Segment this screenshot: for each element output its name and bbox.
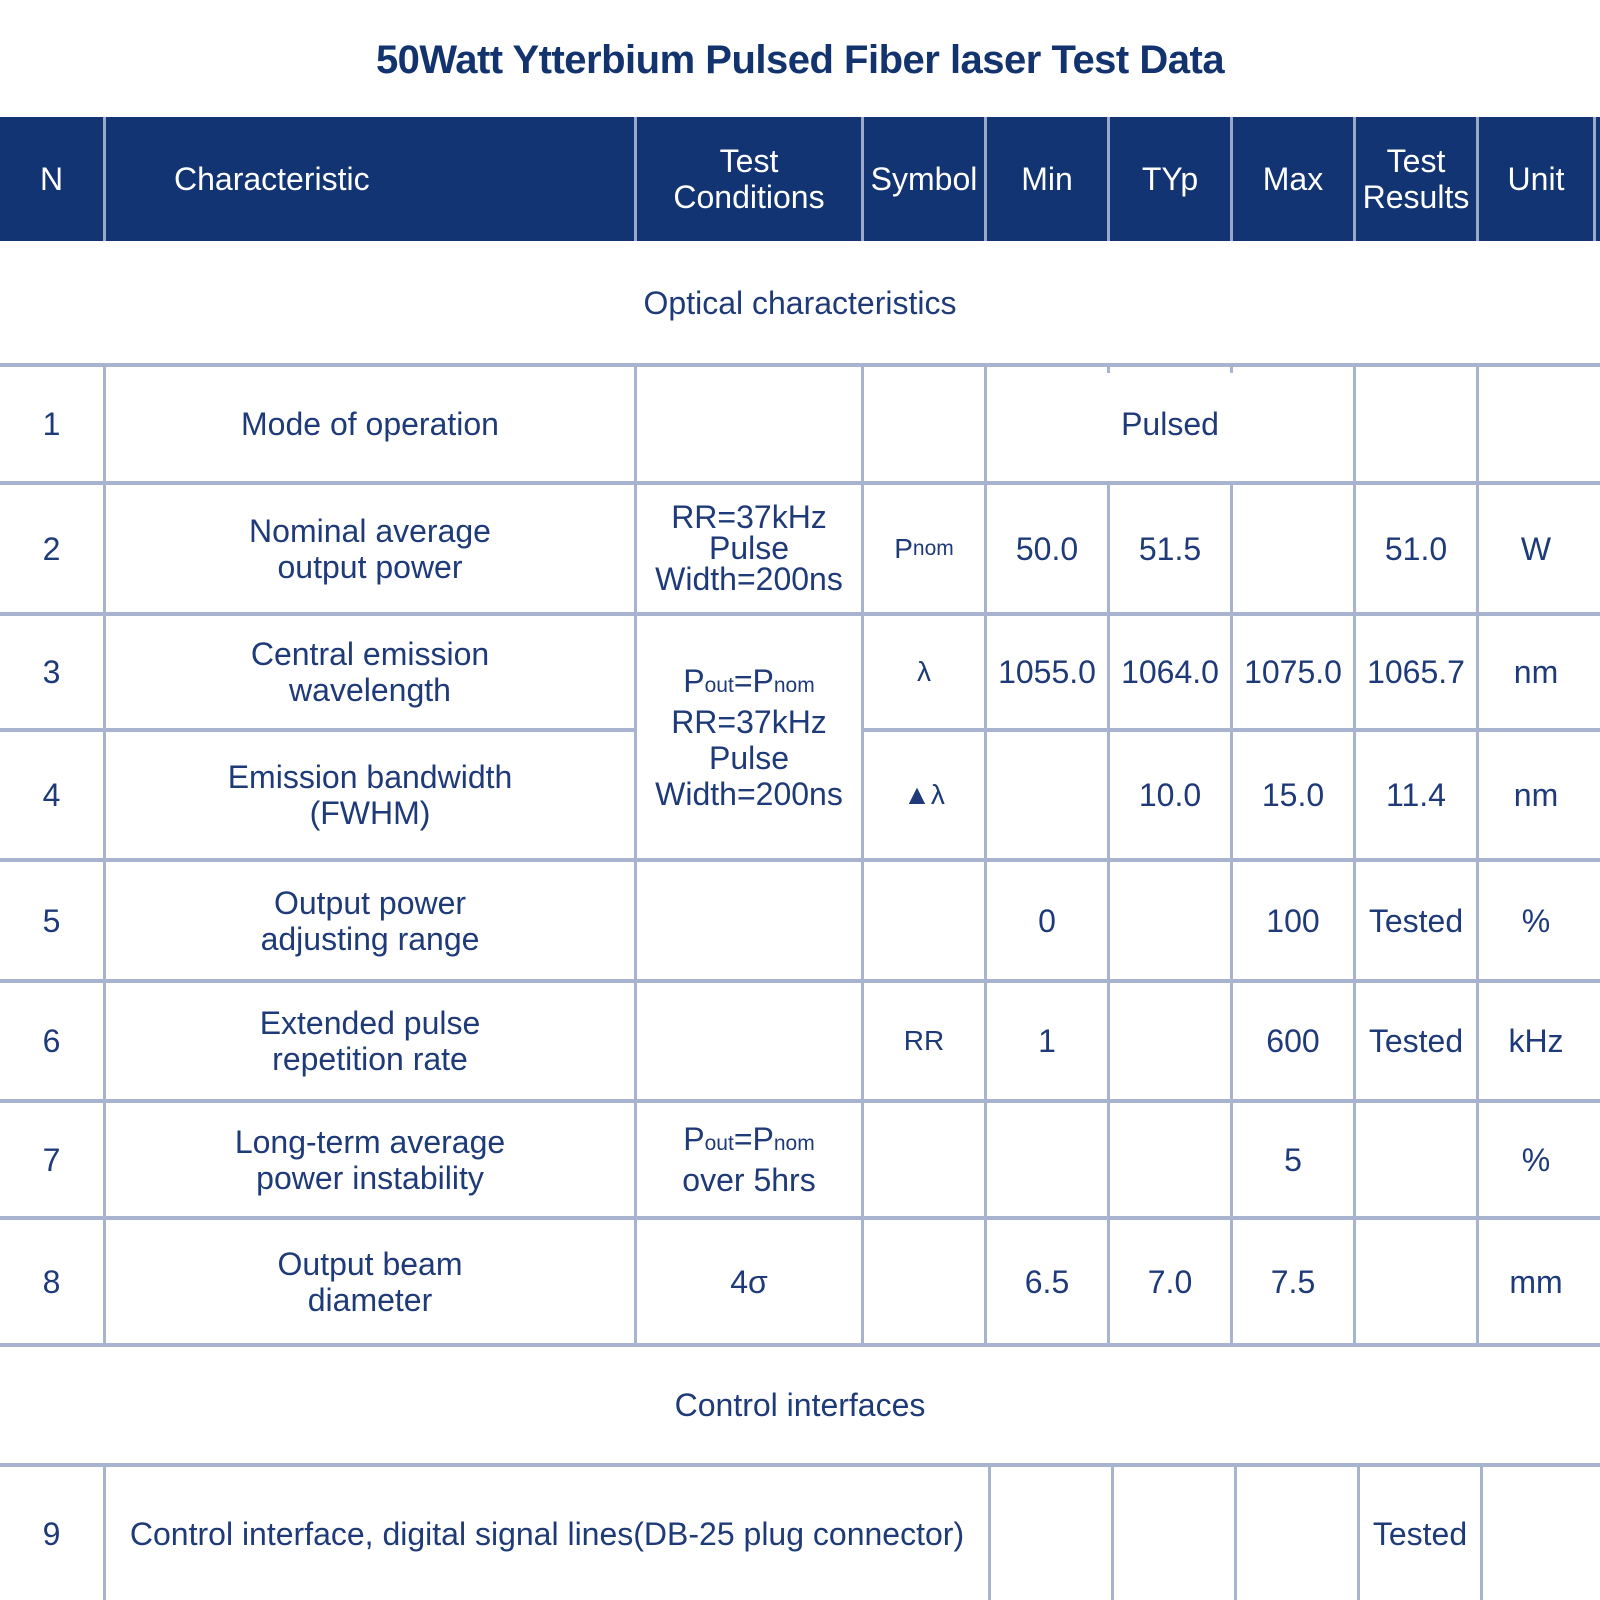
mode-value: Pulsed xyxy=(1121,406,1219,442)
header-unit: Unit xyxy=(1507,161,1565,197)
header-min: Min xyxy=(1021,161,1073,197)
header-max: Max xyxy=(1262,161,1324,197)
shared-conditions: Pout=Pnom RR=37kHz Pulse Width=200ns xyxy=(655,662,843,812)
table-header xyxy=(0,117,1600,241)
header-test-conditions: Test Conditions xyxy=(673,143,825,215)
page-title: 50Watt Ytterbium Pulsed Fiber laser Test Data xyxy=(375,38,1225,82)
section-optical: Optical characteristics xyxy=(643,285,957,321)
header-symbol: Symbol xyxy=(870,161,978,197)
header-typ: TYp xyxy=(1141,161,1199,197)
section-control: Control interfaces xyxy=(674,1387,926,1423)
header-test-results: Test Results xyxy=(1362,143,1470,215)
header-n: N xyxy=(39,161,64,197)
header-characteristic: Characteristic xyxy=(174,161,370,197)
